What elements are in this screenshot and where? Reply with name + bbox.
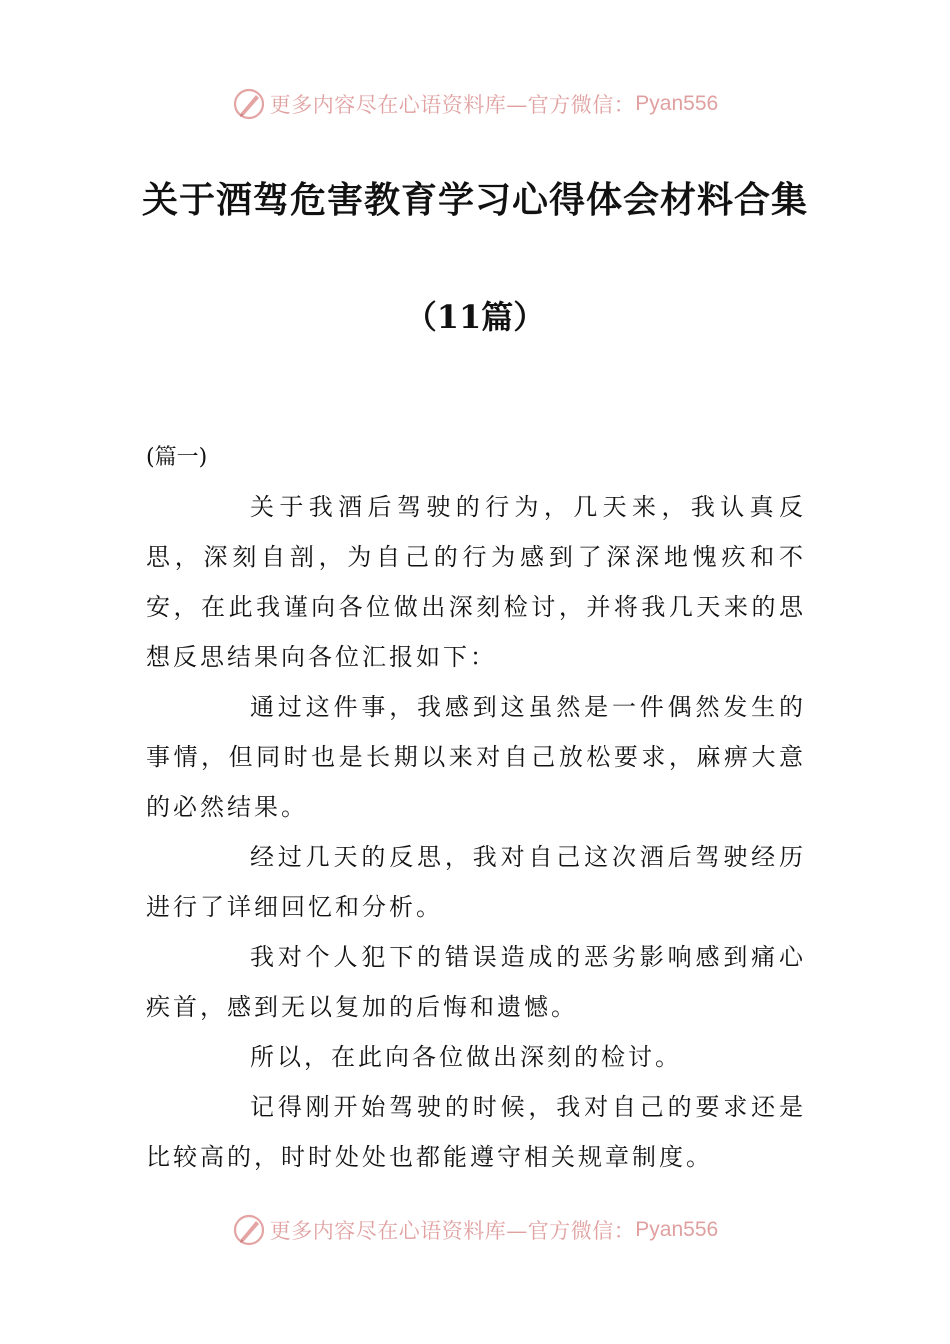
document-subtitle: （11篇） [404,298,546,336]
watermark-text: 更多内容尽在心语资料库—官方微信： [269,93,636,117]
watermark-text: 更多内容尽在心语资料库—官方微信： [269,1219,636,1243]
watermark-wechat-id: Pyan556 [635,92,719,115]
paragraph-2: 通过这件事，我感到这虽然是一件偶然发生的事情，但同时也是长期以来对自己放松要求，麻痹大意的必然结果。 [146,693,806,821]
section-label: (篇一) [146,445,208,470]
paragraph-4: 我对个人犯下的错误造成的恶劣影响感到痛心疾首，感到无以复加的后悔和遗憾。 [146,943,806,1021]
paragraph-3: 经过几天的反思，我对自己这次酒后驾驶经历进行了详细回忆和分析。 [146,843,806,921]
header-watermark [0,82,950,126]
document-body [146,482,806,1182]
watermark-wechat-id: Pyan556 [635,1218,719,1241]
pen-logo-icon [232,1213,266,1247]
pen-logo-icon [232,87,266,121]
paragraph-1: 关于我酒后驾驶的行为，几天来，我认真反思，深刻自剖，为自己的行为感到了深深地愧疚和不安，在此我谨向各位做出深刻检讨，并将我几天来的思想反思结果向各位汇报如下： [146,493,806,671]
footer-watermark [0,1208,950,1252]
paragraph-5: 所以，在此向各位做出深刻的检讨。 [250,1043,682,1071]
paragraph-6: 记得刚开始驾驶的时候，我对自己的要求还是比较高的，时时处处也都能遵守相关规章制度。 [146,1093,806,1171]
document-title: 关于酒驾危害教育学习心得体会材料合集 [141,179,808,221]
